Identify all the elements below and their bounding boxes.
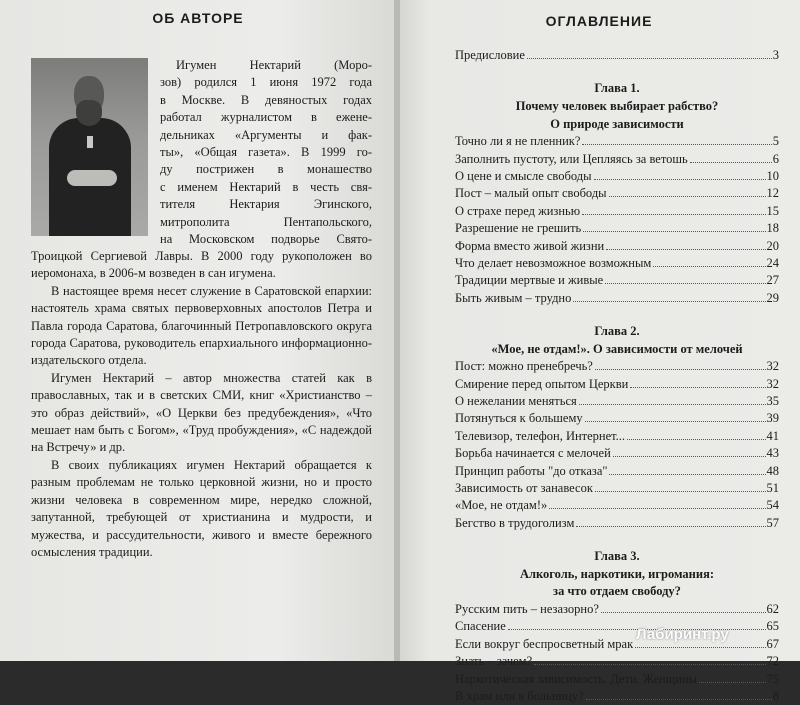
toc-entry[interactable] bbox=[455, 290, 779, 307]
bio-side-line: ты», «Общая газета». В 1999 го- bbox=[160, 145, 372, 160]
bio-paragraph: В настоящее время несет служение в Саратовской епархии: настоятель храма святых первоверховных апостолов Петра и Павла города Саратова, благочинный Петропавловского округа города Саратова, руководитель епархиального информационно-издательского отдела. bbox=[31, 283, 372, 368]
author-photo bbox=[31, 58, 148, 236]
toc-leader-dots bbox=[586, 699, 772, 700]
chapter-title: Почему человек выбирает рабство? bbox=[515, 98, 719, 113]
toc-entry-title: Если вокруг беспросветный мрак bbox=[455, 636, 634, 651]
bio-side-line: ду пострижен в монашество bbox=[160, 162, 372, 177]
bio-side-line: тителя Нектария Эгинского, bbox=[160, 197, 372, 212]
toc-leader-dots bbox=[573, 301, 765, 302]
bio-side-line: дельниках «Аргументы и фак- bbox=[160, 127, 372, 142]
toc-entry[interactable] bbox=[455, 671, 779, 688]
toc-entry[interactable] bbox=[455, 428, 779, 445]
bio-side-line: митрополита Пентапольского, bbox=[160, 214, 372, 229]
toc-entry-title: Пост – малый опыт свободы bbox=[455, 186, 607, 201]
toc-entry-title: О страхе перед жизнью bbox=[455, 203, 581, 218]
bio-side-line: Игумен Нектарий (Моро- bbox=[176, 58, 372, 72]
toc-entry-page: 75 bbox=[766, 671, 779, 686]
toc-leader-dots bbox=[609, 196, 766, 197]
toc-entry[interactable] bbox=[455, 168, 779, 185]
toc-entry-page: 43 bbox=[766, 446, 779, 461]
toc-entry-title: Быть живым – трудно bbox=[455, 290, 572, 305]
toc-entry-page: 67 bbox=[766, 636, 779, 651]
toc-entry[interactable] bbox=[455, 238, 779, 255]
toc-entry[interactable] bbox=[455, 515, 779, 532]
toc-entry-title: Знать – зачем? bbox=[455, 654, 533, 669]
toc-entry-page: 10 bbox=[766, 168, 779, 183]
toc-leader-dots bbox=[627, 439, 765, 440]
toc-entry[interactable] bbox=[455, 185, 779, 202]
toc-entry-page: 12 bbox=[766, 186, 779, 201]
chapter-label: Глава 1. bbox=[594, 81, 640, 96]
toc-entry-title: Телевизор, телефон, Интернет... bbox=[455, 428, 626, 443]
toc-entry-page: 8 bbox=[772, 688, 779, 703]
toc-leader-dots bbox=[549, 508, 765, 509]
toc-entry-title: «Мое, не отдам!» bbox=[455, 498, 548, 513]
toc-entry-page: 51 bbox=[766, 481, 779, 495]
toc-leader-dots bbox=[690, 162, 772, 163]
toc-entry[interactable] bbox=[455, 255, 779, 272]
toc-entry-title: Зависимость от занавесок bbox=[455, 481, 593, 495]
toc-entry[interactable] bbox=[455, 653, 779, 670]
toc-entry[interactable] bbox=[455, 376, 779, 393]
bio-body bbox=[31, 248, 372, 561]
photo-hands bbox=[67, 170, 117, 186]
bio-paragraph: Игумен Нектарий – автор множества статей как в православных, так и в светских СМИ, книг «Христианство – это образ действий», «О Церкви без предубеждения», «Что мешает нам быть с Богом», «Труд пробуждения», «С надеждой на Встречу» и др. bbox=[31, 370, 372, 455]
chapter-label: Глава 3. bbox=[594, 549, 640, 564]
toc-leader-dots bbox=[609, 474, 765, 475]
toc-entry-title: Бегство в трудоголизм bbox=[455, 515, 575, 530]
toc-entry-page: 57 bbox=[766, 515, 779, 530]
bio-paragraph: Троицкой Сергиевой Лавры. В 2000 году рукоположен во иеромонаха, в 2006-м возведен в сан игумена. bbox=[31, 249, 372, 281]
toc-entry-page: 39 bbox=[766, 411, 779, 426]
toc-entry-page: 54 bbox=[766, 498, 779, 513]
bio-side-text bbox=[160, 57, 372, 248]
toc-entry-title: Смирение перед опытом Церкви bbox=[455, 376, 629, 391]
toc-leader-dots bbox=[582, 214, 765, 215]
toc-entry[interactable] bbox=[455, 601, 779, 618]
toc-leader-dots bbox=[653, 266, 765, 267]
toc-leader-dots bbox=[699, 682, 765, 683]
toc-leader-dots bbox=[630, 387, 765, 388]
toc-leader-dots bbox=[605, 283, 765, 284]
toc-entry-page: 15 bbox=[766, 203, 779, 218]
toc-entry[interactable] bbox=[455, 463, 779, 480]
toc-entry-preface[interactable] bbox=[455, 47, 779, 64]
toc-entry-title: Традиции мертвые и живые bbox=[455, 273, 604, 288]
bio-side-line: на Московском подворье Свято- bbox=[160, 232, 372, 247]
toc-entry[interactable] bbox=[455, 358, 779, 375]
toc-leader-dots bbox=[585, 421, 766, 422]
toc-entry-title: В храм или в больницу? bbox=[455, 688, 584, 703]
chapter-label: Глава 2. bbox=[594, 324, 640, 339]
toc-entry[interactable] bbox=[455, 497, 779, 514]
watermark-logo: Лабиринт.ру bbox=[636, 626, 729, 643]
bio-side-line: в Москве. В девяностых годах bbox=[160, 92, 372, 107]
chapter-spacer bbox=[455, 532, 779, 548]
photo-beard bbox=[76, 100, 102, 126]
toc-entry-page: 32 bbox=[766, 376, 779, 391]
toc-entry[interactable] bbox=[455, 203, 779, 220]
toc-leader-dots bbox=[594, 179, 766, 180]
toc-entry-title: О нежелании меняться bbox=[455, 394, 577, 409]
toc-leader-dots bbox=[613, 456, 766, 457]
toc-leader-dots bbox=[583, 231, 765, 232]
toc-entry[interactable] bbox=[455, 688, 779, 705]
table-of-contents bbox=[455, 47, 779, 705]
contents-heading: ОГЛАВЛЕНИЕ bbox=[545, 13, 653, 29]
toc-entry-title: Принцип работы "до отказа" bbox=[455, 463, 608, 478]
toc-leader-dots bbox=[576, 526, 765, 527]
toc-entry-title: Предисловие bbox=[455, 48, 525, 62]
bio-paragraph: В своих публикациях игумен Нектарий обращается к разным проблемам не только церковной жизни, но и просто жизни человека в современном мире, нередко сложной, запутанной, требующей от христианина и мудрости, и мужества, и рассудительности, живого и вместе бережного осмысления традиции. bbox=[31, 457, 372, 559]
about-author-heading: ОБ АВТОРЕ bbox=[152, 10, 244, 26]
toc-entry-title: Пост: можно пренебречь? bbox=[455, 359, 593, 374]
bio-side-line: с именем Нектарий в честь свя- bbox=[160, 179, 372, 194]
toc-entry[interactable] bbox=[455, 445, 779, 462]
chapter-spacer bbox=[455, 307, 779, 323]
chapter-title: «Мое, не отдам!». О зависимости от мелочей bbox=[491, 341, 743, 356]
toc-entry[interactable] bbox=[455, 133, 779, 150]
photo-cross bbox=[87, 136, 93, 148]
toc-entry-title: О цене и смысле свободы bbox=[455, 168, 592, 183]
toc-entry-page: 6 bbox=[772, 151, 779, 166]
toc-entry[interactable] bbox=[455, 636, 779, 653]
toc-entry-page: 32 bbox=[766, 359, 779, 374]
toc-entry-title: Разрешение не грешить bbox=[455, 221, 582, 236]
bio-side-line: работал журналистом в еженe- bbox=[160, 110, 372, 125]
toc-leader-dots bbox=[527, 58, 772, 59]
chapter-title: Алкоголь, наркотики, игромания: bbox=[519, 566, 715, 581]
bio-side-line: зов) родился 1 июня 1972 года bbox=[160, 75, 372, 90]
toc-entry[interactable] bbox=[455, 272, 779, 289]
book-gutter bbox=[394, 0, 400, 661]
toc-leader-dots bbox=[606, 249, 765, 250]
toc-entry-title: Точно ли я не пленник? bbox=[455, 134, 581, 149]
toc-entry-page: 3 bbox=[772, 48, 779, 62]
toc-entry-page: 41 bbox=[766, 428, 779, 443]
toc-entry-title: Русским пить – незазорно? bbox=[455, 601, 599, 616]
toc-entry[interactable] bbox=[455, 220, 779, 237]
toc-entry[interactable] bbox=[455, 480, 779, 497]
toc-leader-dots bbox=[579, 404, 766, 405]
toc-entry-title: Заполнить пустоту, или Цепляясь за ветошь bbox=[455, 151, 688, 166]
toc-entry-title: Наркотическая зависимость. Дети. Женщины bbox=[455, 671, 698, 686]
toc-entry-page: 20 bbox=[766, 238, 779, 253]
toc-entry-page: 24 bbox=[766, 255, 779, 270]
toc-entry[interactable] bbox=[455, 618, 779, 635]
toc-entry[interactable] bbox=[455, 151, 779, 168]
chapter-title: О природе зависимости bbox=[550, 116, 684, 131]
toc-entry-title: Потянуться к большему bbox=[455, 411, 583, 426]
toc-leader-dots bbox=[582, 144, 771, 145]
toc-entry[interactable] bbox=[455, 393, 779, 410]
toc-entry-page: 65 bbox=[766, 619, 779, 634]
chapter-spacer bbox=[455, 64, 779, 80]
toc-entry-title: Спасение bbox=[455, 619, 506, 634]
toc-entry-page: 62 bbox=[766, 601, 779, 616]
toc-entry-page: 48 bbox=[766, 463, 779, 478]
chapter-title: за что отдаем свободу? bbox=[553, 584, 681, 599]
toc-entry-page: 29 bbox=[766, 290, 779, 305]
toc-leader-dots bbox=[534, 664, 765, 665]
toc-entry-title: Форма вместо живой жизни bbox=[455, 238, 605, 253]
toc-entry-page: 72 bbox=[766, 654, 779, 669]
toc-entry-page: 5 bbox=[772, 134, 779, 149]
toc-entry[interactable] bbox=[455, 410, 779, 427]
toc-leader-dots bbox=[635, 647, 765, 648]
toc-leader-dots bbox=[601, 612, 766, 613]
toc-entry-page: 27 bbox=[766, 273, 779, 288]
toc-entry-title: Борьба начинается с мелочей bbox=[455, 446, 611, 461]
toc-entry-title: Что делает невозможное возможным bbox=[455, 255, 652, 270]
toc-entry-page: 18 bbox=[766, 221, 779, 236]
toc-leader-dots bbox=[595, 369, 766, 370]
toc-entry-page: 35 bbox=[766, 394, 779, 409]
toc-leader-dots bbox=[595, 491, 766, 492]
